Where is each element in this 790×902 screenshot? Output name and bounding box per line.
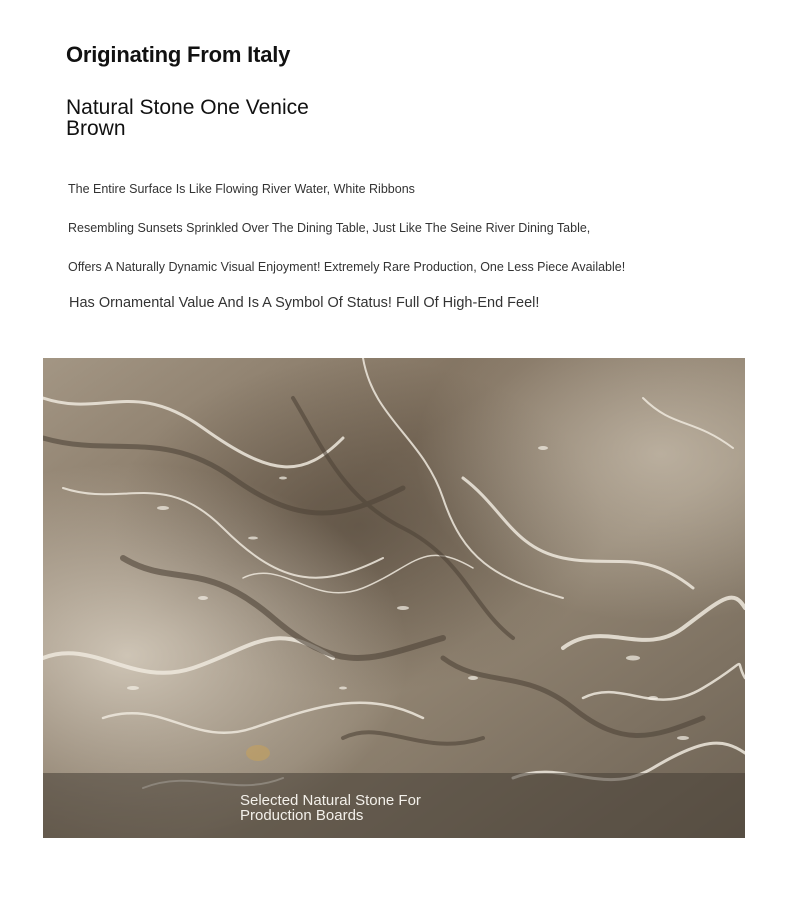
caption-bar bbox=[43, 773, 745, 838]
description-line-3: Offers A Naturally Dynamic Visual Enjoyment! Extremely Rare Production, One Less Piece Available! bbox=[68, 260, 626, 274]
image-caption: Selected Natural Stone For Production Boards bbox=[240, 792, 421, 824]
marble-texture bbox=[43, 358, 745, 838]
description-line-4: Has Ornamental Value And Is A Symbol Of Status! Full Of High-End Feel! bbox=[69, 295, 540, 311]
description-line-1: The Entire Surface Is Like Flowing River Water, White Ribbons bbox=[68, 182, 415, 196]
product-name: Natural Stone One Venice Brown bbox=[66, 96, 309, 140]
page-title: Originating From Italy bbox=[66, 42, 291, 67]
description-line-2: Resembling Sunsets Sprinkled Over The Dining Table, Just Like The Seine River Dining Table, bbox=[68, 221, 591, 235]
marble-image bbox=[43, 358, 745, 838]
